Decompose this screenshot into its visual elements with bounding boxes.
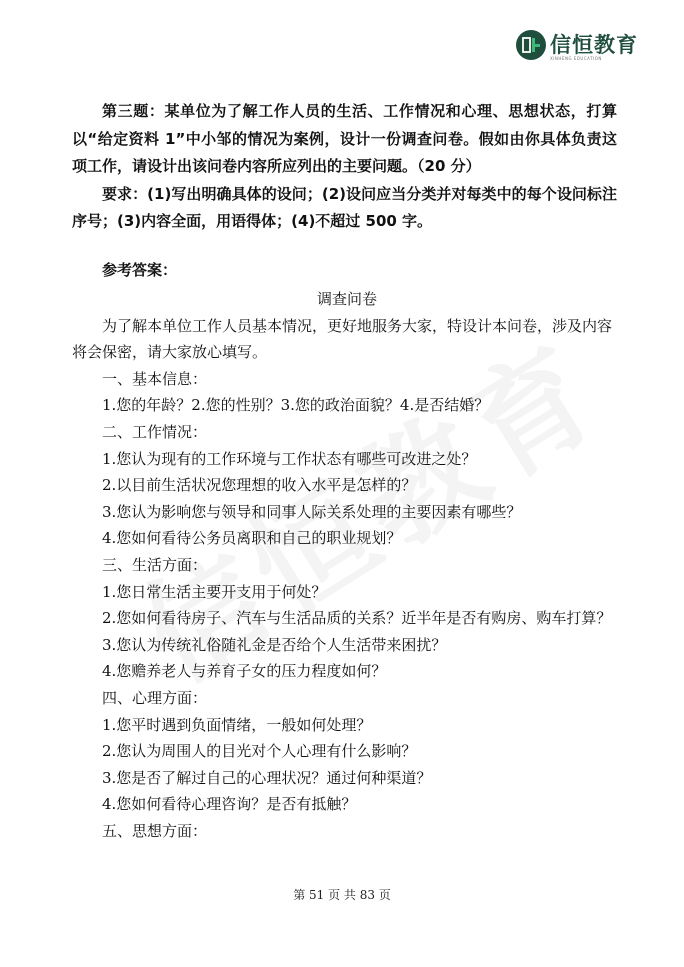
list-item: 4.您如何看待公务员离职和自己的职业规划？ bbox=[102, 529, 402, 548]
section-heading: 三、生活方面： bbox=[102, 555, 208, 574]
brand-subtitle: XINHENG EDUCATION bbox=[550, 56, 602, 61]
list-item: 3.您认为传统礼俗随礼金是否给个人生活带来困扰？ bbox=[102, 635, 447, 654]
list-item: 1.您认为现有的工作环境与工作状态有哪些可改进之处？ bbox=[102, 449, 477, 468]
question-requirements: 要求：(1)写出明确具体的设问；(2)设问应当分类并对每类中的每个设问标注序号；(3)内容全面，用语得体；(4)不超过 500 字。 bbox=[72, 184, 617, 230]
page-footer: 第 51 页 共 83 页 bbox=[293, 888, 391, 902]
answer-intro: 为了解本单位工作人员基本情况，更好地服务大家，特设计本问卷，涉及内容将会保密，请大家放心填写。 bbox=[72, 316, 613, 362]
list-item: 1.您平时遇到负面情绪，一般如何处理？ bbox=[102, 715, 372, 734]
list-item: 3.您认为影响您与领导和同事人际关系处理的主要因素有哪些？ bbox=[102, 502, 522, 521]
list-item: 3.您是否了解过自己的心理状况？通过何种渠道？ bbox=[102, 768, 432, 787]
answer-body bbox=[72, 286, 622, 844]
list-item: 4.您赡养老人与养育子女的压力程度如何？ bbox=[102, 662, 387, 681]
list-item: 2.您如何看待房子、汽车与生活品质的关系？近半年是否有购房、购车打算？ bbox=[102, 609, 612, 628]
list-item: 4.您如何看待心理咨询？是否有抵触？ bbox=[102, 795, 357, 814]
section-heading: 二、工作情况： bbox=[102, 422, 208, 441]
reference-answer-label: 参考答案： bbox=[102, 261, 178, 279]
section-heading: 一、基本信息： bbox=[102, 369, 208, 388]
xinheng-logo-icon bbox=[516, 30, 546, 60]
list-item: 2.以目前生活状况您理想的收入水平是怎样的？ bbox=[102, 476, 417, 495]
question-title: 第三题：某单位为了解工作人员的生活、工作情况和心理、思想状态，打算以“给定资料 1”中小邹的情况为案例，设计一份调查问卷。假如由你具体负责这项工作，请设计出该问卷内容所应列出的主要问题。（20 分） bbox=[72, 102, 617, 175]
section-heading: 五、思想方面： bbox=[102, 821, 208, 840]
answer-title: 调查问卷 bbox=[316, 290, 377, 308]
question-block bbox=[72, 98, 617, 236]
list-item: 1.您的年龄？2.您的性别？3.您的政治面貌？4.是否结婚？ bbox=[102, 396, 490, 415]
list-item: 1.您日常生活主要开支用于何处？ bbox=[102, 582, 327, 601]
list-item: 2.您认为周围人的目光对个人心理有什么影响？ bbox=[102, 742, 417, 761]
brand-name: 信恒教育 bbox=[550, 32, 638, 57]
section-heading: 四、心理方面： bbox=[102, 688, 208, 707]
brand-logo bbox=[516, 30, 638, 60]
